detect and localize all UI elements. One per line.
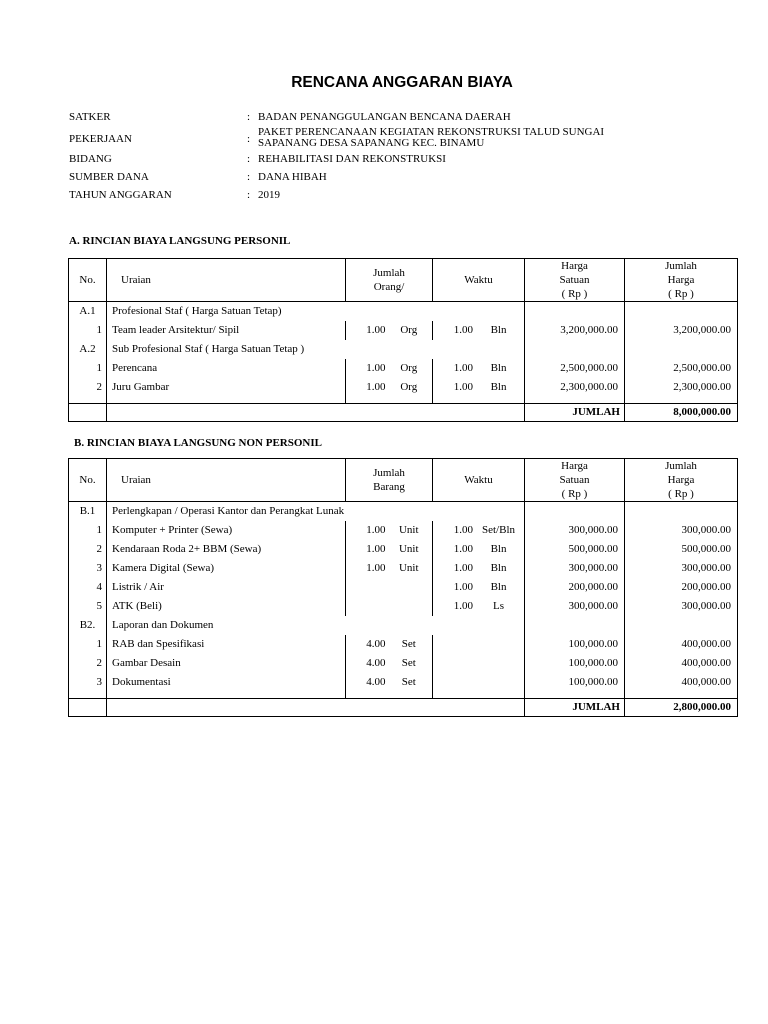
row-harga-satuan: 2,300,000.00 [525, 378, 625, 397]
header-jh-l3: ( Rp ) [668, 288, 694, 300]
table-row [69, 321, 738, 340]
section-b-heading: B. RINCIAN BIAYA LANGSUNG NON PERSONIL [74, 437, 322, 449]
row-harga-satuan: 3,200,000.00 [525, 321, 625, 340]
row-uraian: Gambar Desain [107, 654, 346, 673]
row-waktu [433, 359, 525, 378]
qty-unit: Org [400, 324, 418, 336]
header-harga-satuan [525, 259, 625, 302]
total-value: 2,800,000.00 [625, 699, 738, 717]
header-harga-l1: Harga [561, 260, 588, 272]
row-qty [346, 321, 433, 340]
group-row [69, 302, 738, 322]
qty-value: 4.00 [366, 676, 386, 688]
qty-value: 4.00 [366, 657, 386, 669]
row-jumlah-harga: 2,500,000.00 [625, 359, 738, 378]
header-jumlah-harga [625, 459, 738, 502]
row-uraian: ATK (Beli) [107, 597, 346, 616]
row-uraian: Kendaraan Roda 2+ BBM (Sewa) [107, 540, 346, 559]
info-label: BIDANG [69, 153, 112, 165]
table-row [69, 521, 738, 540]
row-jumlah-harga: 400,000.00 [625, 635, 738, 654]
row-no: 2 [69, 540, 107, 559]
info-colon: : [247, 133, 251, 145]
row-harga-satuan: 100,000.00 [525, 654, 625, 673]
header-jh-l3: ( Rp ) [668, 488, 694, 500]
waktu-unit: Bln [490, 381, 507, 393]
row-jumlah-harga: 200,000.00 [625, 578, 738, 597]
qty-unit: Unit [398, 524, 419, 536]
row-jumlah-harga: 300,000.00 [625, 597, 738, 616]
header-harga-l3: ( Rp ) [561, 288, 588, 300]
row-no: 1 [69, 635, 107, 654]
qty-value: 1.00 [366, 362, 386, 374]
row-harga-satuan: 500,000.00 [525, 540, 625, 559]
qty-unit: Unit [398, 562, 419, 574]
header-harga-l2: Satuan [559, 274, 590, 286]
header-uraian: Uraian [107, 259, 346, 302]
section-a-heading: A. RINCIAN BIAYA LANGSUNG PERSONIL [69, 235, 291, 247]
row-uraian: RAB dan Spesifikasi [107, 635, 346, 654]
info-colon: : [247, 111, 251, 123]
group-title: Laporan dan Dokumen [107, 616, 525, 635]
waktu-value: 1.00 [453, 581, 474, 593]
table-non-personil [68, 458, 738, 717]
total-label: JUMLAH [525, 699, 625, 717]
info-value: REHABILITASI DAN REKONSTRUKSI [258, 153, 446, 165]
row-uraian: Perencana [107, 359, 346, 378]
header-jumlah-l2: Barang [373, 481, 405, 493]
row-qty [346, 673, 433, 692]
table-row [69, 597, 738, 616]
row-no: 2 [69, 378, 107, 397]
header-waktu: Waktu [433, 259, 525, 302]
waktu-unit: Bln [490, 324, 507, 336]
info-label: PEKERJAAN [69, 133, 132, 145]
qty-value: 1.00 [366, 562, 386, 574]
qty-unit: Set [401, 657, 416, 669]
header-jh-l2: Harga [667, 274, 695, 286]
row-qty [346, 578, 433, 597]
group-title: Perlengkapan / Operasi Kantor dan Perangkat Lunak [107, 502, 525, 522]
info-colon: : [247, 171, 251, 183]
row-uraian: Listrik / Air [107, 578, 346, 597]
header-harga-l2: Satuan [559, 474, 590, 486]
row-no: B.1 [69, 502, 107, 522]
row-qty [346, 597, 433, 616]
table-row [69, 559, 738, 578]
row-jumlah-harga: 300,000.00 [625, 559, 738, 578]
row-uraian: Team leader Arsitektur/ Sipil [107, 321, 346, 340]
header-jumlah-l1: Jumlah [373, 467, 405, 479]
row-waktu [433, 540, 525, 559]
row-qty [346, 359, 433, 378]
qty-value: 4.00 [366, 638, 386, 650]
total-label: JUMLAH [525, 404, 625, 422]
qty-unit: Set [401, 638, 416, 650]
row-waktu [433, 654, 525, 673]
row-qty [346, 540, 433, 559]
waktu-value: 1.00 [453, 362, 474, 374]
row-jumlah-harga: 3,200,000.00 [625, 321, 738, 340]
waktu-value: 1.00 [453, 543, 474, 555]
group-title: Sub Profesional Staf ( Harga Satuan Tetap ) [107, 340, 525, 359]
table-personil [68, 258, 738, 422]
table-row [69, 654, 738, 673]
header-jumlah-harga [625, 259, 738, 302]
waktu-value: 1.00 [453, 524, 474, 536]
row-no: 1 [69, 359, 107, 378]
qty-value: 1.00 [366, 524, 386, 536]
total-value: 8,000,000.00 [625, 404, 738, 422]
waktu-value: 1.00 [453, 600, 474, 612]
header-uraian: Uraian [107, 459, 346, 502]
header-waktu: Waktu [433, 459, 525, 502]
row-waktu [433, 635, 525, 654]
row-waktu [433, 321, 525, 340]
row-qty [346, 654, 433, 673]
header-jumlah [346, 259, 433, 302]
group-title: Profesional Staf ( Harga Satuan Tetap) [107, 302, 525, 322]
row-no: 4 [69, 578, 107, 597]
header-no: No. [69, 259, 107, 302]
row-harga-satuan: 100,000.00 [525, 673, 625, 692]
row-waktu [433, 378, 525, 397]
row-jumlah-harga: 300,000.00 [625, 521, 738, 540]
header-no: No. [69, 459, 107, 502]
header-jumlah-l1: Jumlah [373, 267, 405, 279]
total-row [69, 404, 738, 422]
row-uraian: Kamera Digital (Sewa) [107, 559, 346, 578]
qty-value: 1.00 [366, 381, 386, 393]
table-row [69, 540, 738, 559]
header-row [69, 259, 738, 302]
header-harga-l3: ( Rp ) [561, 488, 588, 500]
waktu-unit: Bln [490, 543, 507, 555]
header-jh-l1: Jumlah [665, 460, 697, 472]
total-row [69, 699, 738, 717]
table-row [69, 359, 738, 378]
row-no: B2. [69, 616, 107, 635]
group-row [69, 340, 738, 359]
row-jumlah-harga: 2,300,000.00 [625, 378, 738, 397]
waktu-value: 1.00 [453, 381, 474, 393]
row-waktu [433, 559, 525, 578]
table-row [69, 378, 738, 397]
table-row [69, 578, 738, 597]
header-jumlah-l2: Orang/ [373, 281, 405, 293]
row-no: 2 [69, 654, 107, 673]
qty-value: 1.00 [366, 324, 386, 336]
qty-unit: Unit [398, 543, 419, 555]
info-label: SUMBER DANA [69, 171, 149, 183]
group-row [69, 616, 738, 635]
row-uraian: Dokumentasi [107, 673, 346, 692]
waktu-unit: Bln [490, 562, 507, 574]
info-value-line2: SAPANANG DESA SAPANANG KEC. BINAMU [258, 137, 485, 149]
table-row [69, 635, 738, 654]
qty-unit: Org [400, 362, 418, 374]
waktu-unit: Set/Bln [482, 524, 516, 536]
row-qty [346, 559, 433, 578]
row-no: A.2 [69, 340, 107, 359]
row-harga-satuan: 300,000.00 [525, 521, 625, 540]
info-label: SATKER [69, 111, 111, 123]
waktu-unit: Ls [493, 600, 505, 612]
row-uraian: Komputer + Printer (Sewa) [107, 521, 346, 540]
header-harga-satuan [525, 459, 625, 502]
row-qty [346, 521, 433, 540]
header-jumlah [346, 459, 433, 502]
info-label: TAHUN ANGGARAN [69, 189, 172, 201]
row-qty [346, 635, 433, 654]
row-no: 5 [69, 597, 107, 616]
table-row [69, 673, 738, 692]
header-jh-l2: Harga [667, 474, 695, 486]
row-qty [346, 378, 433, 397]
group-row [69, 502, 738, 522]
header-row [69, 459, 738, 502]
info-value: BADAN PENANGGULANGAN BENCANA DAERAH [258, 111, 511, 123]
row-harga-satuan: 2,500,000.00 [525, 359, 625, 378]
row-jumlah-harga: 400,000.00 [625, 673, 738, 692]
row-waktu [433, 521, 525, 540]
qty-unit: Set [401, 676, 416, 688]
info-value [258, 127, 708, 149]
row-no: A.1 [69, 302, 107, 322]
header-harga-l1: Harga [561, 460, 588, 472]
row-waktu [433, 597, 525, 616]
waktu-unit: Bln [490, 362, 507, 374]
row-harga-satuan: 300,000.00 [525, 559, 625, 578]
row-harga-satuan: 100,000.00 [525, 635, 625, 654]
waktu-value: 1.00 [453, 324, 474, 336]
qty-value: 1.00 [366, 543, 386, 555]
info-value-line1: PAKET PERENCANAAN KEGIATAN REKONSTRUKSI TALUD SUNGAI [258, 126, 605, 138]
row-no: 1 [69, 521, 107, 540]
row-jumlah-harga: 400,000.00 [625, 654, 738, 673]
row-harga-satuan: 200,000.00 [525, 578, 625, 597]
row-no: 1 [69, 321, 107, 340]
row-jumlah-harga: 500,000.00 [625, 540, 738, 559]
row-no: 3 [69, 559, 107, 578]
row-harga-satuan: 300,000.00 [525, 597, 625, 616]
document-title: RENCANA ANGGARAN BIAYA [291, 74, 513, 91]
qty-unit: Org [400, 381, 418, 393]
info-colon: : [247, 189, 251, 201]
info-value: DANA HIBAH [258, 171, 327, 183]
info-colon: : [247, 153, 251, 165]
row-waktu [433, 578, 525, 597]
waktu-unit: Bln [490, 581, 507, 593]
row-no: 3 [69, 673, 107, 692]
waktu-value: 1.00 [453, 562, 474, 574]
row-waktu [433, 673, 525, 692]
header-jh-l1: Jumlah [665, 260, 697, 272]
info-value: 2019 [258, 189, 280, 201]
row-uraian: Juru Gambar [107, 378, 346, 397]
